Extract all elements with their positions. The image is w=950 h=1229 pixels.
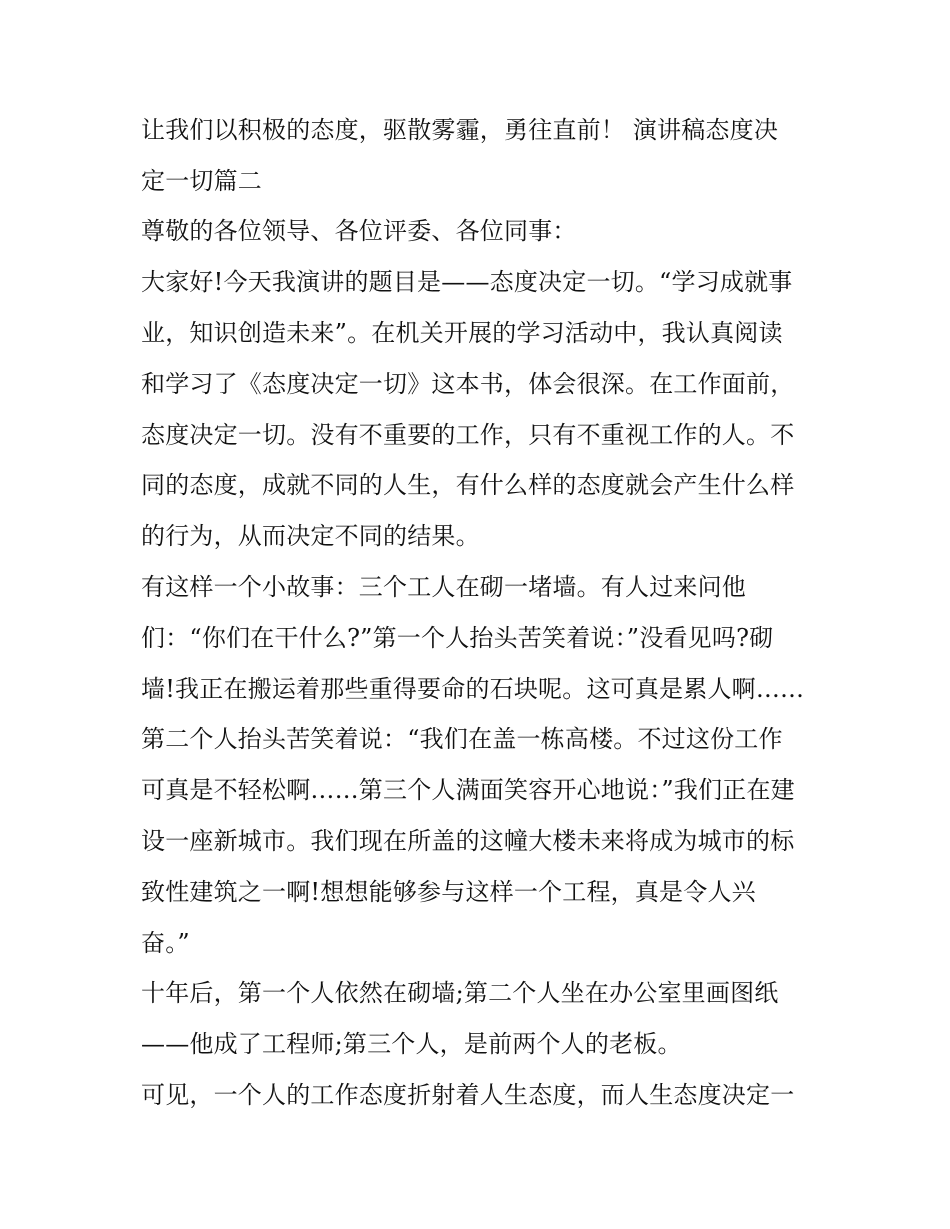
text-line: 尊敬的各位领导、各位评委、各位同事： xyxy=(141,217,577,245)
text-line: 让我们以积极的态度，驱散雾霾，勇往直前！ 演讲稿态度决 xyxy=(141,116,779,144)
text-line: 业，知识创造未来”。在机关开展的学习活动中，我认真阅读 xyxy=(141,319,783,347)
text-line: 和学习了《态度决定一切》这本书，体会很深。在工作面前， xyxy=(141,370,795,398)
text-line: 可见，一个人的工作态度折射着人生态度，而人生态度决定一 xyxy=(141,1081,795,1109)
text-line: 奋。” xyxy=(141,929,190,957)
text-line: 致性建筑之一啊!想想能够参与这样一个工程，真是令人兴 xyxy=(141,878,756,906)
text-line: 第二个人抬头苦笑着说：“我们在盖一栋高楼。不过这份工作 xyxy=(141,725,783,753)
text-line: 设一座新城市。我们现在所盖的这幢大楼未来将成为城市的标 xyxy=(141,827,795,855)
text-line: 可真是不轻松啊……第三个人满面笑容开心地说：”我们正在建 xyxy=(141,776,795,804)
text-line: 的行为，从而决定不同的结果。 xyxy=(141,522,480,550)
text-line: 定一切篇二 xyxy=(141,167,262,195)
text-line: 们：“你们在干什么?”第一个人抬头苦笑着说：”没看见吗?砌 xyxy=(141,624,774,652)
text-line: 同的态度，成就不同的人生，有什么样的态度就会产生什么样 xyxy=(141,471,795,499)
text-line: 十年后，第一个人依然在砌墙;第二个人坐在办公室里画图纸 xyxy=(141,979,779,1007)
text-line: 有这样一个小故事：三个工人在砌一堵墙。有人过来问他 xyxy=(141,573,746,601)
text-line: ——他成了工程师;第三个人，是前两个人的老板。 xyxy=(141,1030,682,1058)
text-line: 态度决定一切。没有不重要的工作，只有不重视工作的人。不 xyxy=(141,421,795,449)
text-line: 墙!我正在搬运着那些重得要命的石块呢。这可真是累人啊…… xyxy=(141,675,805,703)
text-line: 大家好!今天我演讲的题目是——态度决定一切。“学习成就事 xyxy=(141,268,793,296)
